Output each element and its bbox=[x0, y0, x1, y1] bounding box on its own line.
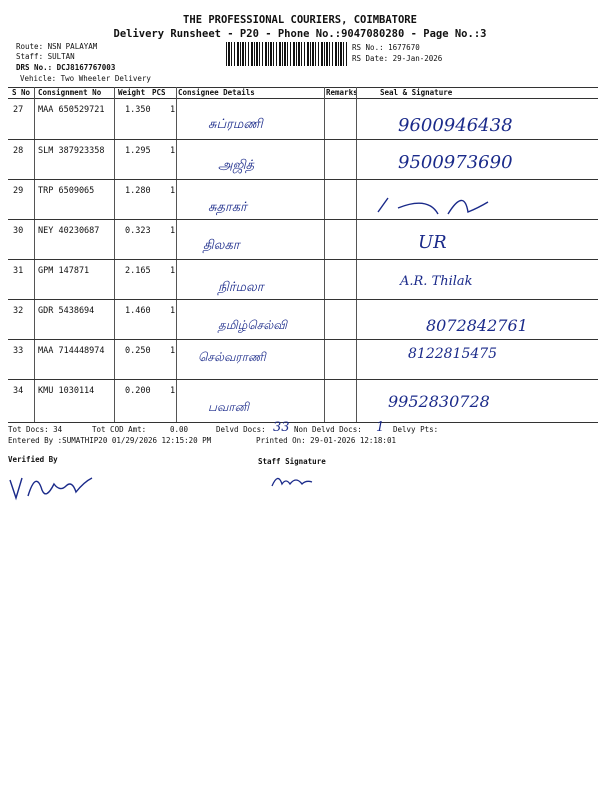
row-pcs: 1 bbox=[170, 306, 176, 316]
row-weight: 0.250 bbox=[125, 346, 151, 356]
table-row bbox=[8, 260, 598, 300]
table-bottom-rule bbox=[8, 422, 598, 423]
row-pcs: 1 bbox=[170, 146, 176, 156]
tot-docs: Tot Docs: 34 bbox=[8, 425, 63, 434]
row-sno: 29 bbox=[13, 186, 24, 196]
rs-no-text: RS No.: 1677670 bbox=[352, 43, 420, 52]
company-title: THE PROFESSIONAL COURIERS, COIMBATORE bbox=[183, 14, 417, 26]
row-pcs: 1 bbox=[170, 346, 176, 356]
row-weight: 0.200 bbox=[125, 386, 151, 396]
row-consignment: TRP 6509065 bbox=[38, 186, 95, 196]
seal-handwriting: 9500973690 bbox=[398, 152, 513, 173]
table-row bbox=[8, 180, 598, 220]
table-row bbox=[8, 140, 598, 180]
consignee-handwriting: செல்வராணி bbox=[198, 350, 266, 364]
barcode bbox=[226, 42, 348, 66]
consignee-handwriting: நிர்மலா bbox=[218, 280, 264, 295]
delvy-pts-label: Delvy Pts: bbox=[393, 425, 439, 434]
row-consignment: MAA 714448974 bbox=[38, 346, 105, 356]
row-consignment: KMU 1030114 bbox=[38, 386, 95, 396]
col-weight: Weight bbox=[118, 88, 146, 97]
consignee-handwriting: சுப்ரமணி bbox=[208, 117, 263, 132]
row-sno: 28 bbox=[13, 146, 24, 156]
table-row bbox=[8, 99, 598, 139]
signature-scribble bbox=[368, 188, 568, 220]
row-pcs: 1 bbox=[170, 266, 176, 276]
row-consignment: MAA 650529721 bbox=[38, 105, 105, 115]
staff-signature-label: Staff Signature bbox=[258, 457, 326, 466]
row-pcs: 1 bbox=[170, 186, 176, 196]
col-pcs: PCS bbox=[152, 88, 166, 97]
verified-by-label: Verified By bbox=[8, 455, 58, 464]
staff-text: Staff: SULTAN bbox=[16, 52, 75, 61]
staff-signature bbox=[268, 468, 328, 492]
row-sno: 34 bbox=[13, 386, 24, 396]
row-pcs: 1 bbox=[170, 386, 176, 396]
row-sno: 33 bbox=[13, 346, 24, 356]
row-consignment: SLM 387923358 bbox=[38, 146, 105, 156]
col-remarks: Remarks bbox=[326, 88, 358, 97]
seal-handwriting: 9952830728 bbox=[388, 392, 490, 411]
drs-text: DRS No.: DCJ8167767003 bbox=[16, 63, 116, 72]
col-seal: Seal & Signature bbox=[380, 88, 453, 97]
delvd-docs-handwriting: 33 bbox=[273, 420, 290, 435]
table-row bbox=[8, 340, 598, 380]
row-consignment: NEY 40230687 bbox=[38, 226, 100, 236]
printed-on: Printed On: 29-01-2026 12:18:01 bbox=[256, 436, 396, 445]
vehicle-text: Vehicle: Two Wheeler Delivery bbox=[20, 74, 151, 83]
table-row bbox=[8, 380, 598, 420]
col-sno: S No bbox=[12, 88, 31, 97]
entered-by: Entered By :SUMATHIP20 01/29/2026 12:15:20 PM bbox=[8, 436, 212, 445]
runsheet-subtitle: Delivery Runsheet - P20 - Phone No.:9047080280 - Page No.:3 bbox=[113, 28, 487, 40]
consignee-handwriting: சுதாகர் bbox=[208, 200, 247, 215]
delvd-docs-label: Delvd Docs: bbox=[216, 425, 266, 434]
row-sno: 31 bbox=[13, 266, 24, 276]
table-row bbox=[8, 300, 598, 340]
col-consignee: Consignee Details bbox=[178, 88, 255, 97]
row-weight: 0.323 bbox=[125, 226, 151, 236]
row-sno: 30 bbox=[13, 226, 24, 236]
route-text: Route: NSN PALAYAM bbox=[16, 42, 98, 51]
row-weight: 1.350 bbox=[125, 105, 151, 115]
row-consignment: GDR 5438694 bbox=[38, 306, 95, 316]
seal-handwriting: 9600946438 bbox=[398, 115, 513, 136]
row-weight: 2.165 bbox=[125, 266, 151, 276]
row-sno: 27 bbox=[13, 105, 24, 115]
rs-date-text: RS Date: 29-Jan-2026 bbox=[352, 54, 443, 63]
tot-cod-value: 0.00 bbox=[170, 425, 189, 434]
row-pcs: 1 bbox=[170, 226, 176, 236]
seal-handwriting: 8072842761 bbox=[426, 316, 528, 335]
row-weight: 1.295 bbox=[125, 146, 151, 156]
seal-handwriting: UR bbox=[418, 232, 447, 253]
consignee-handwriting: அஜித் bbox=[218, 158, 255, 173]
non-delvd-label: Non Delvd Docs: bbox=[294, 425, 362, 434]
seal-handwriting: A.R. Thilak bbox=[400, 274, 473, 289]
consignee-handwriting: தமிழ்செல்வி bbox=[218, 318, 287, 332]
row-weight: 1.280 bbox=[125, 186, 151, 196]
verifier-signature bbox=[6, 470, 106, 506]
table-row bbox=[8, 220, 598, 260]
consignee-handwriting: திலகா bbox=[203, 238, 240, 253]
seal-handwriting: 8122815475 bbox=[408, 346, 498, 362]
row-pcs: 1 bbox=[170, 105, 176, 115]
row-consignment: GPM 147871 bbox=[38, 266, 90, 276]
row-sno: 32 bbox=[13, 306, 24, 316]
non-delvd-handwriting: 1 bbox=[376, 420, 385, 435]
col-consignment: Consignment No bbox=[38, 88, 102, 97]
tot-cod-label: Tot COD Amt: bbox=[92, 425, 147, 434]
row-weight: 1.460 bbox=[125, 306, 151, 316]
consignee-handwriting: பவானி bbox=[208, 400, 250, 414]
